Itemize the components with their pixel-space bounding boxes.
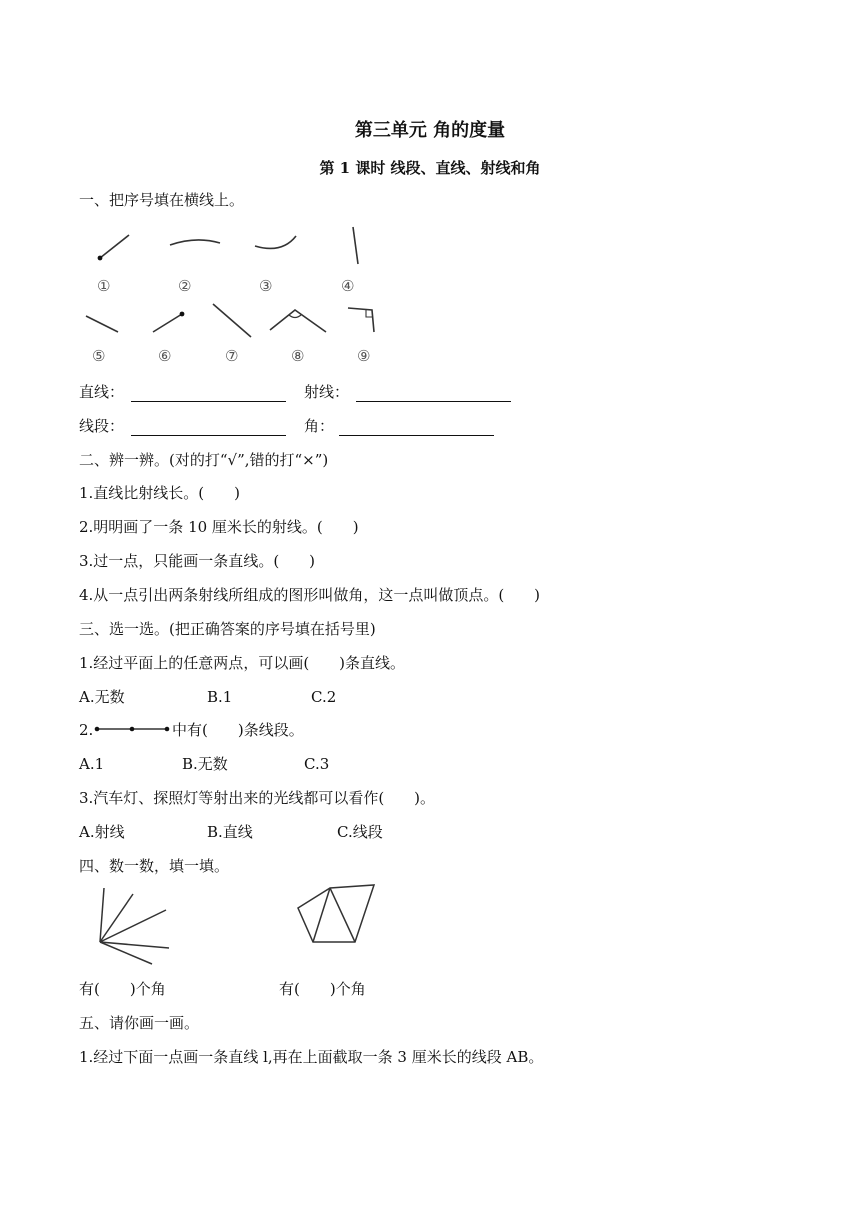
figures-set bbox=[0, 0, 860, 380]
judge-item-2[interactable]: 2.明明画了一条 10 厘米长的射线。( ) bbox=[79, 518, 359, 536]
choice-q1-option-b[interactable]: B.1 bbox=[207, 688, 233, 706]
figure-2-curve bbox=[170, 240, 220, 245]
figure-6-ray bbox=[153, 312, 184, 332]
judge-item-3[interactable]: 3.过一点，只能画一条直线。( ) bbox=[79, 552, 316, 570]
figure-label-9: ⑨ bbox=[357, 347, 371, 365]
figure-label-5: ⑤ bbox=[92, 347, 106, 365]
unit-title: 第三单元 角的度量 bbox=[354, 120, 506, 141]
triangles-figure bbox=[298, 885, 374, 942]
section5-heading: 五、请你画一画。 bbox=[79, 1014, 200, 1032]
section1-heading: 一、把序号填在横线上。 bbox=[79, 191, 245, 209]
figure-7-line bbox=[213, 304, 251, 337]
figure-label-3: ③ bbox=[259, 277, 273, 295]
choice-q3-option-b[interactable]: B.直线 bbox=[207, 823, 253, 841]
segment-label: 线段： bbox=[79, 417, 125, 435]
angle-count-right[interactable]: 有( )个角 bbox=[279, 980, 366, 998]
angle-count-left[interactable]: 有( )个角 bbox=[79, 980, 166, 998]
choice-q3-option-a[interactable]: A.射线 bbox=[79, 823, 125, 841]
figure-1-ray bbox=[98, 235, 129, 260]
choice-q1-option-c[interactable]: C.2 bbox=[311, 688, 337, 706]
figure-8-angle bbox=[270, 310, 326, 332]
figure-label-1: ① bbox=[97, 277, 111, 295]
choice-q2-option-a[interactable]: A.1 bbox=[79, 755, 105, 773]
choice-q1-option-a[interactable]: A.无数 bbox=[79, 688, 125, 706]
angle-label: 角： bbox=[304, 417, 335, 435]
choice-q3-option-c[interactable]: C.线段 bbox=[337, 823, 383, 841]
judge-item-4[interactable]: 4.从一点引出两条射线所组成的图形叫做角，这一点叫做顶点。( ) bbox=[79, 586, 541, 604]
choice-q1-stem: 1.经过平面上的任意两点，可以画( )条直线。 bbox=[79, 654, 406, 672]
draw-q1: 1.经过下面一点画一条直线 l,再在上面截取一条 3 厘米长的线段 AB。 bbox=[79, 1048, 544, 1066]
section2-heading: 二、辨一辨。(对的打“√”,错的打“×”) bbox=[79, 451, 329, 469]
line-answer-blank[interactable] bbox=[131, 400, 286, 402]
figure-label-8: ⑧ bbox=[291, 347, 305, 365]
choice-q2-option-b[interactable]: B.无数 bbox=[182, 755, 228, 773]
choice-q3-stem: 3.汽车灯、探照灯等射出来的光线都可以看作( )。 bbox=[79, 789, 436, 807]
ray-answer-blank[interactable] bbox=[356, 400, 511, 402]
section4-heading: 四、数一数，填一填。 bbox=[79, 857, 230, 875]
fan-of-rays-figure bbox=[100, 888, 169, 964]
lesson-title: 第 1 课时 线段、直线、射线和角 bbox=[319, 159, 541, 177]
segment-answer-blank[interactable] bbox=[131, 434, 286, 436]
angle-answer-blank[interactable] bbox=[339, 434, 494, 436]
choice-q2-prefix: 2. bbox=[79, 721, 94, 739]
section3-heading: 三、选一选。(把正确答案的序号填在括号里) bbox=[79, 620, 376, 638]
ray-label: 射线： bbox=[304, 383, 350, 401]
counting-figures bbox=[0, 880, 860, 980]
judge-item-1[interactable]: 1.直线比射线长。( ) bbox=[79, 484, 241, 502]
figure-label-4: ④ bbox=[341, 277, 355, 295]
line-label: 直线： bbox=[79, 383, 125, 401]
choice-q2-option-c[interactable]: C.3 bbox=[304, 755, 330, 773]
figure-9-right-angle bbox=[348, 308, 374, 332]
figure-label-2: ② bbox=[178, 277, 192, 295]
choice-q2-suffix: 中有( )条线段。 bbox=[172, 721, 304, 739]
figure-5-line bbox=[86, 316, 118, 332]
figure-4-line bbox=[353, 227, 358, 264]
figure-label-6: ⑥ bbox=[158, 347, 172, 365]
figure-3-curve bbox=[255, 236, 296, 248]
figure-label-7: ⑦ bbox=[225, 347, 239, 365]
segment-figure bbox=[95, 724, 175, 734]
